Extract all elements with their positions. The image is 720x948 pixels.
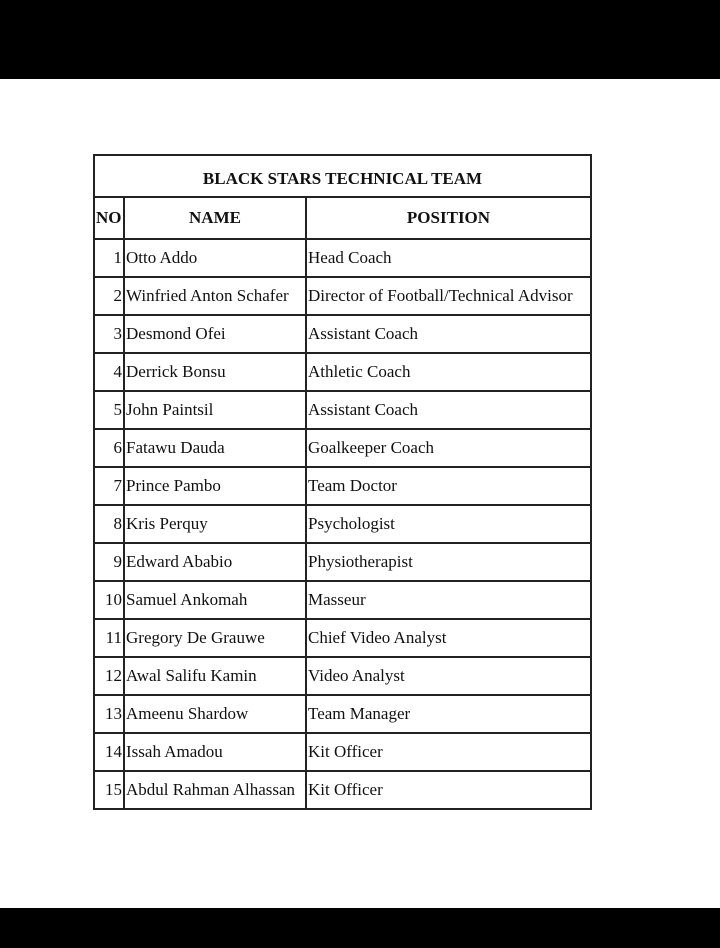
row-position: Assistant Coach: [306, 315, 591, 353]
table-row: [94, 277, 591, 315]
row-name: Prince Pambo: [124, 467, 306, 505]
table-row: [94, 391, 591, 429]
row-number: 7: [94, 467, 124, 505]
row-number: 12: [94, 657, 124, 695]
row-number: 1: [94, 239, 124, 277]
row-position: Physiotherapist: [306, 543, 591, 581]
row-number: 8: [94, 505, 124, 543]
table-row: [94, 543, 591, 581]
row-name: Derrick Bonsu: [124, 353, 306, 391]
table-row: [94, 429, 591, 467]
document-page: [0, 79, 720, 908]
row-number: 9: [94, 543, 124, 581]
row-name: Samuel Ankomah: [124, 581, 306, 619]
row-number: 5: [94, 391, 124, 429]
row-name: Edward Ababio: [124, 543, 306, 581]
header-position: POSITION: [306, 197, 591, 239]
table-row: [94, 353, 591, 391]
row-number: 3: [94, 315, 124, 353]
header-row: [94, 197, 591, 239]
row-position: Chief Video Analyst: [306, 619, 591, 657]
row-number: 11: [94, 619, 124, 657]
table-row: [94, 505, 591, 543]
row-number: 6: [94, 429, 124, 467]
row-name: Abdul Rahman Alhassan: [124, 771, 306, 809]
row-number: 15: [94, 771, 124, 809]
table-row: [94, 315, 591, 353]
row-position: Head Coach: [306, 239, 591, 277]
row-position: Video Analyst: [306, 657, 591, 695]
row-position: Psychologist: [306, 505, 591, 543]
table-title: BLACK STARS TECHNICAL TEAM: [94, 155, 591, 197]
row-name: Kris Perquy: [124, 505, 306, 543]
header-name: NAME: [124, 197, 306, 239]
row-position: Kit Officer: [306, 733, 591, 771]
row-position: Masseur: [306, 581, 591, 619]
header-no: NO: [94, 197, 124, 239]
row-number: 2: [94, 277, 124, 315]
row-name: Issah Amadou: [124, 733, 306, 771]
row-name: Ameenu Shardow: [124, 695, 306, 733]
table-row: [94, 657, 591, 695]
table-row: [94, 733, 591, 771]
row-name: Winfried Anton Schafer: [124, 277, 306, 315]
row-name: Otto Addo: [124, 239, 306, 277]
table-body: [94, 239, 591, 809]
row-position: Goalkeeper Coach: [306, 429, 591, 467]
row-number: 14: [94, 733, 124, 771]
row-name: John Paintsil: [124, 391, 306, 429]
row-name: Gregory De Grauwe: [124, 619, 306, 657]
table-row: [94, 467, 591, 505]
row-number: 13: [94, 695, 124, 733]
table-row: [94, 619, 591, 657]
table-row: [94, 695, 591, 733]
row-position: Team Manager: [306, 695, 591, 733]
row-name: Fatawu Dauda: [124, 429, 306, 467]
row-name: Awal Salifu Kamin: [124, 657, 306, 695]
row-number: 4: [94, 353, 124, 391]
row-position: Athletic Coach: [306, 353, 591, 391]
row-position: Team Doctor: [306, 467, 591, 505]
technical-team-table: [93, 154, 592, 810]
row-number: 10: [94, 581, 124, 619]
row-name: Desmond Ofei: [124, 315, 306, 353]
row-position: Director of Football/Technical Advisor: [306, 277, 591, 315]
row-position: Kit Officer: [306, 771, 591, 809]
title-row: [94, 155, 591, 197]
table-row: [94, 239, 591, 277]
row-position: Assistant Coach: [306, 391, 591, 429]
table-row: [94, 581, 591, 619]
table-row: [94, 771, 591, 809]
